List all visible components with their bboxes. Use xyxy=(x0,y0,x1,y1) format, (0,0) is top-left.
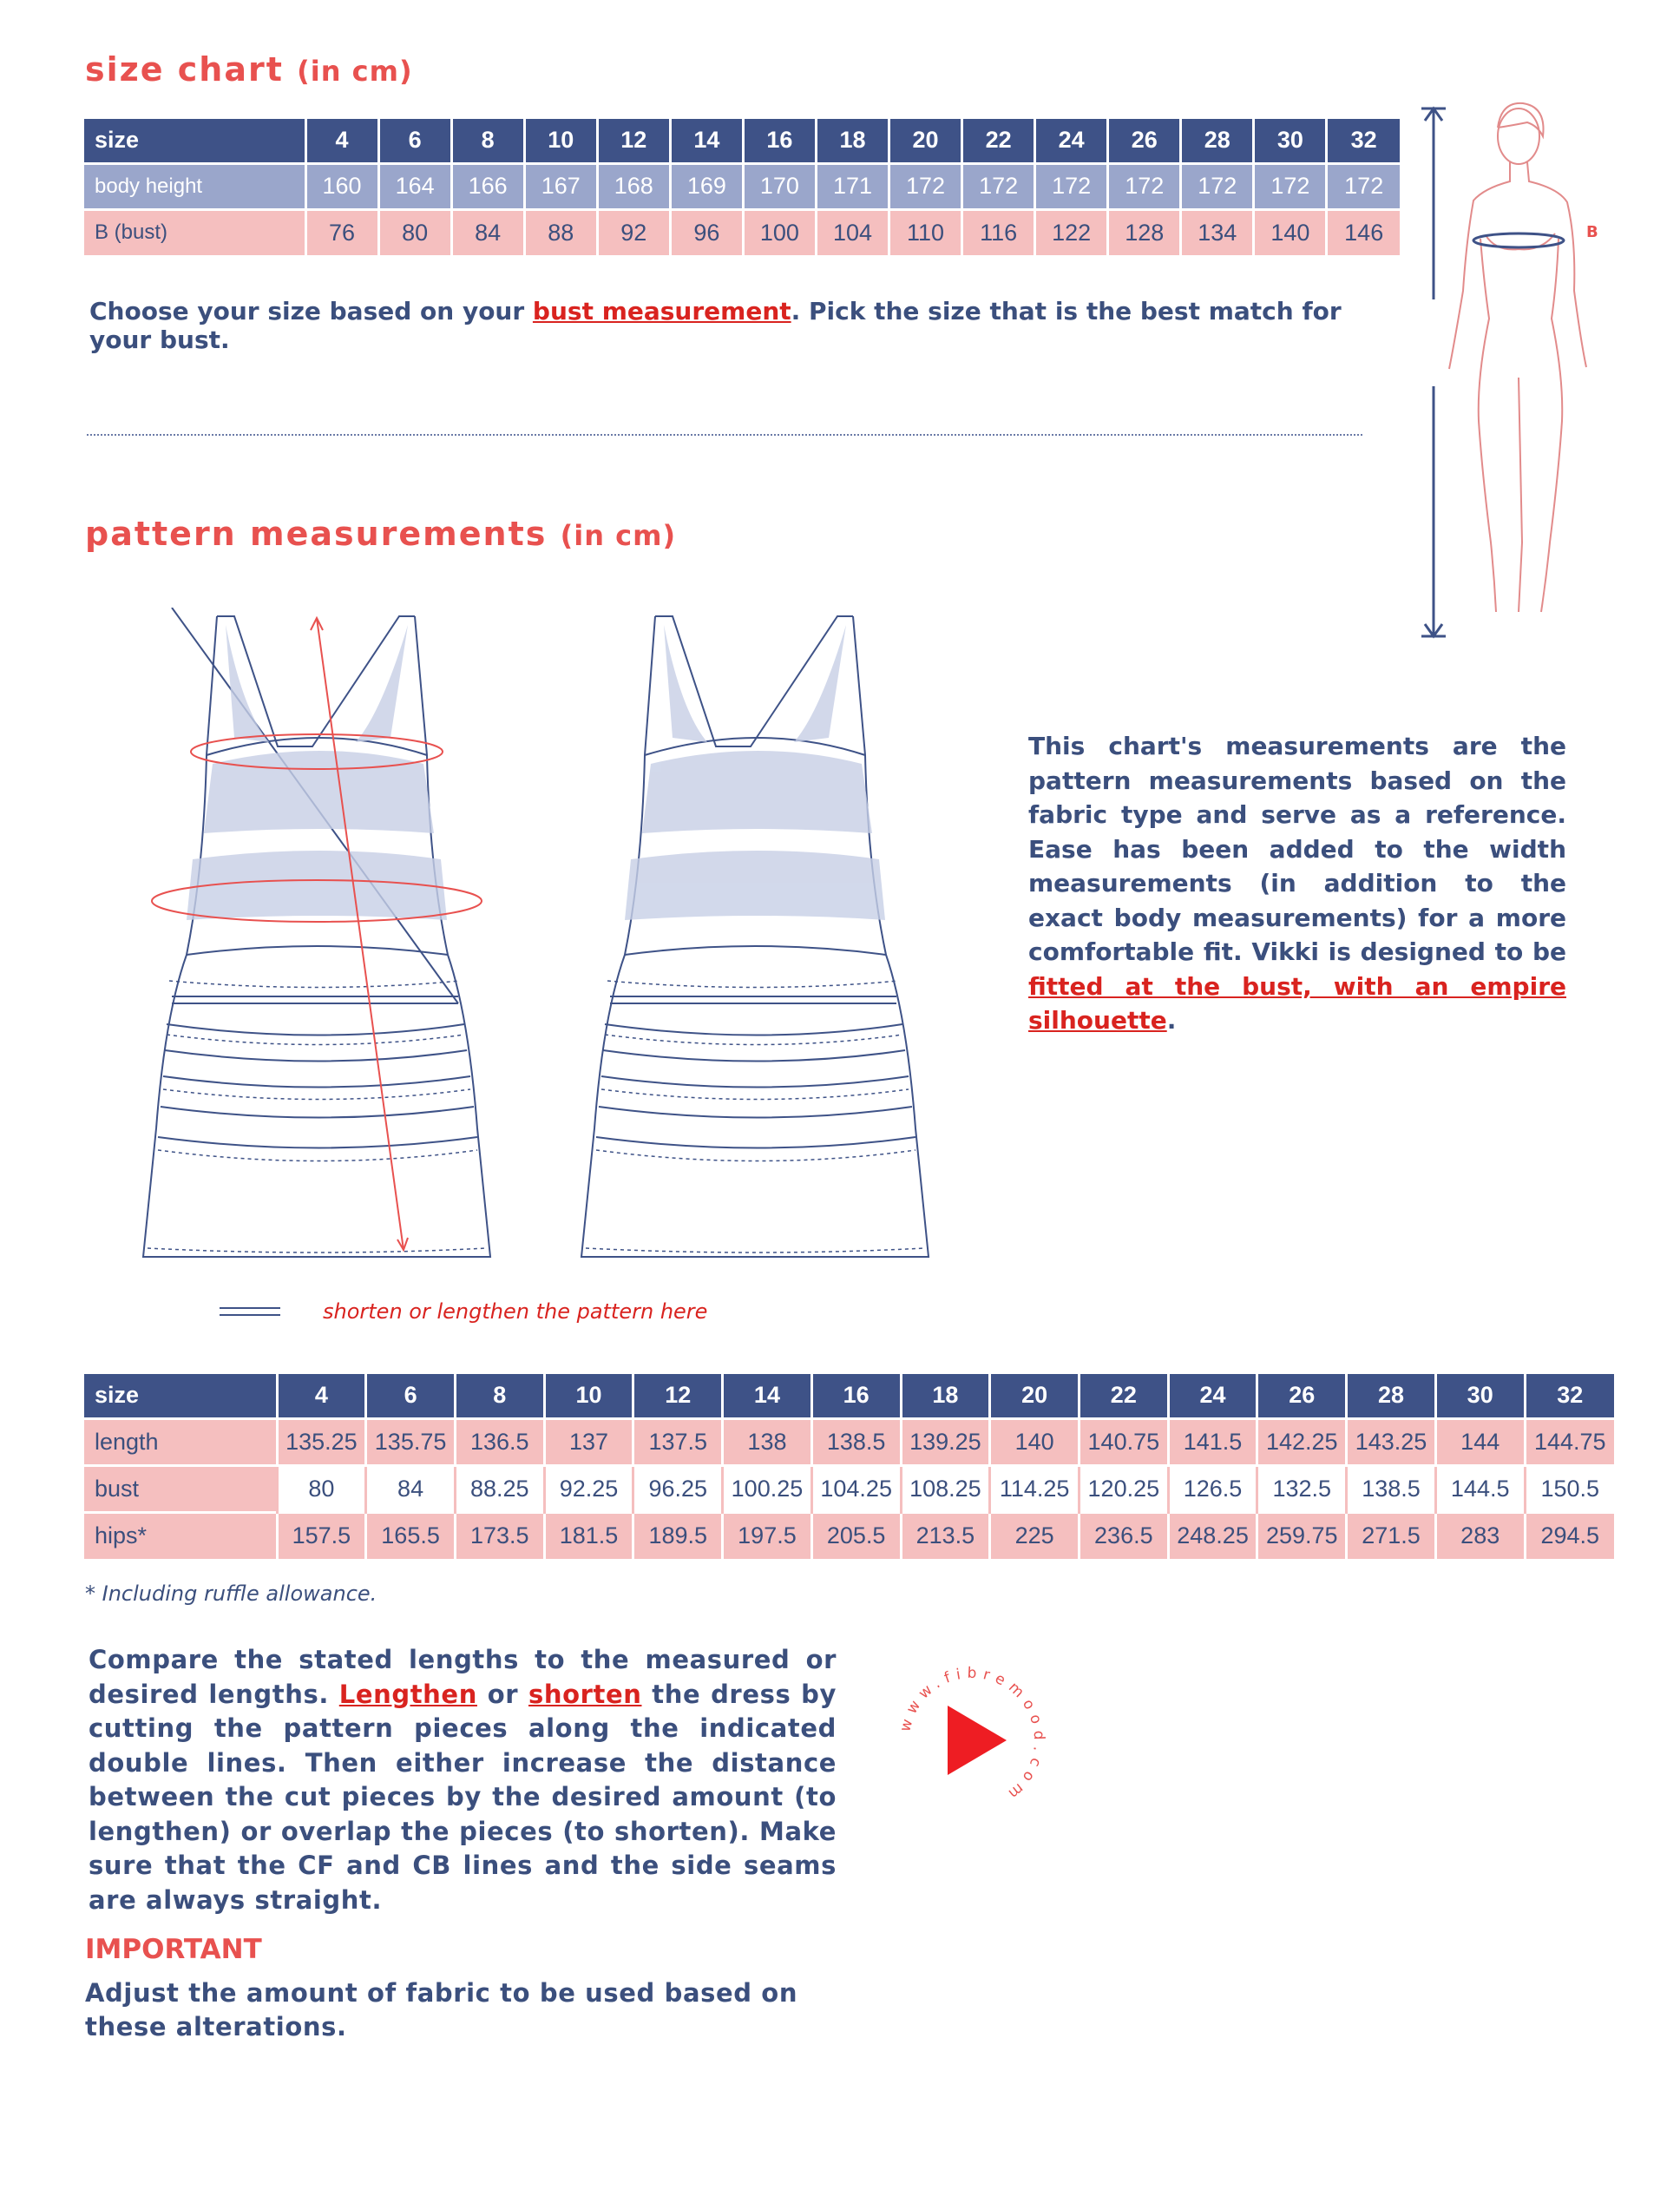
size-header-cell: 12 xyxy=(633,1374,723,1418)
table-cell: 271.5 xyxy=(1347,1512,1436,1559)
table-cell: 138.5 xyxy=(811,1418,901,1465)
size-header-cell: 22 xyxy=(962,119,1035,163)
size-advice-pre: Choose your size based on your xyxy=(89,297,533,325)
table-cell: 108.25 xyxy=(901,1465,990,1512)
table-cell: 248.25 xyxy=(1168,1512,1257,1559)
table-cell: 164 xyxy=(378,163,451,209)
section-divider xyxy=(87,434,1362,436)
lengthen-link[interactable]: Lengthen xyxy=(338,1679,477,1709)
table-cell: 92.25 xyxy=(544,1465,633,1512)
size-header-row xyxy=(84,1374,1614,1418)
size-header-cell: 6 xyxy=(366,1374,456,1418)
size-header-cell: 28 xyxy=(1347,1374,1436,1418)
size-header-cell: 30 xyxy=(1254,119,1327,163)
size-header-cell: 26 xyxy=(1257,1374,1347,1418)
size-header-cell: 32 xyxy=(1327,119,1400,163)
header-size-label: size xyxy=(84,1374,277,1418)
table-cell: 172 xyxy=(889,163,962,209)
pattern-title-text: pattern measurements xyxy=(85,515,548,553)
table-cell: 259.75 xyxy=(1257,1512,1347,1559)
size-header-cell: 12 xyxy=(597,119,670,163)
table-cell: 88.25 xyxy=(455,1465,544,1512)
pattern-measurements-table xyxy=(84,1374,1614,1559)
logo-ring-text: www.fibremood.com xyxy=(896,1664,1048,1806)
table-cell: 143.25 xyxy=(1347,1418,1436,1465)
table-cell: 84 xyxy=(366,1465,456,1512)
size-chart-title xyxy=(85,50,413,89)
size-header-cell: 18 xyxy=(901,1374,990,1418)
size-header-cell: 20 xyxy=(889,119,962,163)
shorten-link[interactable]: shorten xyxy=(528,1679,642,1709)
table-cell: 171 xyxy=(816,163,889,209)
table-cell: 100.25 xyxy=(723,1465,812,1512)
size-header-cell: 28 xyxy=(1181,119,1254,163)
dress-back-illustration-icon xyxy=(534,608,942,1267)
pattern-description xyxy=(1028,729,1566,1038)
table-cell: 283 xyxy=(1435,1512,1525,1559)
table-cell: 144 xyxy=(1435,1418,1525,1465)
table-cell: 197.5 xyxy=(723,1512,812,1559)
ruffle-footnote: * Including ruffle allowance. xyxy=(85,1581,377,1606)
table-cell: 172 xyxy=(1035,163,1108,209)
table-cell: 144.75 xyxy=(1525,1418,1614,1465)
table-cell: 294.5 xyxy=(1525,1512,1614,1559)
size-header-cell: 8 xyxy=(455,1374,544,1418)
alter-text-3: the dress by cutting the pattern pieces along the indicated double lines. Then either increase the distance between the cut pieces by the desired amount (to lengthen) or overlap the pieces (to shorten). Make sure that the CF and CB lines and the side seams are always straight. xyxy=(89,1679,837,1915)
table-cell: 172 xyxy=(1254,163,1327,209)
table-cell: 80 xyxy=(277,1465,366,1512)
table-cell: 96.25 xyxy=(633,1465,723,1512)
size-header-cell: 16 xyxy=(811,1374,901,1418)
table-cell: 116 xyxy=(962,209,1035,255)
table-cell: 172 xyxy=(962,163,1035,209)
row-label: hips* xyxy=(84,1512,277,1559)
table-cell: 138 xyxy=(723,1418,812,1465)
size-header-cell: 16 xyxy=(743,119,816,163)
table-cell: 104 xyxy=(816,209,889,255)
table-cell: 150.5 xyxy=(1525,1465,1614,1512)
table-cell: 140 xyxy=(990,1418,1080,1465)
table-cell: 137 xyxy=(544,1418,633,1465)
row-label: bust xyxy=(84,1465,277,1512)
table-cell: 146 xyxy=(1327,209,1400,255)
size-header-cell: 24 xyxy=(1035,119,1108,163)
table-cell: 168 xyxy=(597,163,670,209)
table-cell: 92 xyxy=(597,209,670,255)
table-cell: 135.75 xyxy=(366,1418,456,1465)
size-chart-title-text: size chart xyxy=(85,50,284,89)
table-cell: 137.5 xyxy=(633,1418,723,1465)
table-cell: 205.5 xyxy=(811,1512,901,1559)
table-cell: 144.5 xyxy=(1435,1465,1525,1512)
header-size-label: size xyxy=(84,119,305,163)
figure-bust-label: B xyxy=(1586,223,1598,241)
alter-text-1: Compare the stated lengths to the measured or desired lengths. xyxy=(89,1645,837,1709)
table-cell: 135.25 xyxy=(277,1418,366,1465)
size-header-cell: 18 xyxy=(816,119,889,163)
table-cell: 142.25 xyxy=(1257,1418,1347,1465)
table-cell: 236.5 xyxy=(1079,1512,1168,1559)
table-cell: 104.25 xyxy=(811,1465,901,1512)
body-figure-icon xyxy=(1388,91,1640,647)
table-cell: 213.5 xyxy=(901,1512,990,1559)
table-cell: 140 xyxy=(1254,209,1327,255)
size-header-cell: 26 xyxy=(1108,119,1181,163)
size-header-cell: 22 xyxy=(1079,1374,1168,1418)
size-advice-post: . Pick the size that is the best match for your bust. xyxy=(89,297,1342,354)
table-cell: 166 xyxy=(451,163,524,209)
table-cell: 139.25 xyxy=(901,1418,990,1465)
row-label: length xyxy=(84,1418,277,1465)
table-cell: 80 xyxy=(378,209,451,255)
table-cell: 122 xyxy=(1035,209,1108,255)
table-cell: 172 xyxy=(1327,163,1400,209)
pattern-unit: (in cm) xyxy=(560,519,677,552)
size-header-cell: 30 xyxy=(1435,1374,1525,1418)
table-cell: 132.5 xyxy=(1257,1465,1347,1512)
size-advice xyxy=(89,297,1408,354)
size-header-cell: 20 xyxy=(990,1374,1080,1418)
table-cell: 170 xyxy=(743,163,816,209)
description-main: This chart's measurements are the pattern measurements based on the fabric type and serve as a reference. Ease has been added to the width measurements (in addition to the exact body measurements) for a more comfortable fit. Vikki is designed to be xyxy=(1028,732,1566,966)
table-row xyxy=(84,163,1400,209)
alter-text-2: or xyxy=(476,1679,528,1709)
size-header-cell: 8 xyxy=(451,119,524,163)
table-cell: 141.5 xyxy=(1168,1418,1257,1465)
double-line-legend-icon xyxy=(220,1307,280,1316)
table-cell: 172 xyxy=(1181,163,1254,209)
table-cell: 100 xyxy=(743,209,816,255)
table-cell: 126.5 xyxy=(1168,1465,1257,1512)
important-heading: IMPORTANT xyxy=(85,1934,262,1965)
empire-silhouette-link[interactable]: fitted at the bust, with an empire silhouette xyxy=(1028,971,1566,1035)
table-cell: 140.75 xyxy=(1079,1418,1168,1465)
table-cell: 138.5 xyxy=(1347,1465,1436,1512)
table-cell: 110 xyxy=(889,209,962,255)
table-cell: 165.5 xyxy=(366,1512,456,1559)
size-header-cell: 4 xyxy=(277,1374,366,1418)
table-row xyxy=(84,1418,1614,1465)
size-header-cell: 14 xyxy=(670,119,743,163)
table-cell: 134 xyxy=(1181,209,1254,255)
table-cell: 173.5 xyxy=(455,1512,544,1559)
size-header-cell: 24 xyxy=(1168,1374,1257,1418)
bust-measurement-link[interactable]: bust measurement xyxy=(532,297,791,325)
size-chart-unit: (in cm) xyxy=(297,55,413,88)
alteration-instructions xyxy=(89,1643,837,1917)
table-row xyxy=(84,1465,1614,1512)
table-cell: 172 xyxy=(1108,163,1181,209)
table-cell: 88 xyxy=(524,209,597,255)
size-header-cell: 10 xyxy=(544,1374,633,1418)
table-cell: 157.5 xyxy=(277,1512,366,1559)
table-cell: 181.5 xyxy=(544,1512,633,1559)
size-header-cell: 6 xyxy=(378,119,451,163)
fibremood-play-logo-icon[interactable] xyxy=(885,1654,1059,1827)
table-cell: 136.5 xyxy=(455,1418,544,1465)
table-cell: 225 xyxy=(990,1512,1080,1559)
size-chart-table xyxy=(84,119,1400,255)
important-text: Adjust the amount of fabric to be used based on these alterations. xyxy=(85,1978,798,2041)
table-row xyxy=(84,1512,1614,1559)
legend-text: shorten or lengthen the pattern here xyxy=(323,1299,708,1324)
size-header-cell: 4 xyxy=(305,119,378,163)
pattern-measurements-title xyxy=(85,515,676,553)
description-end: . xyxy=(1166,1006,1177,1035)
row-label: body height xyxy=(84,163,305,209)
table-cell: 160 xyxy=(305,163,378,209)
row-label: B (bust) xyxy=(84,209,305,255)
size-header-cell: 32 xyxy=(1525,1374,1614,1418)
table-row xyxy=(84,209,1400,255)
table-cell: 96 xyxy=(670,209,743,255)
size-header-cell: 14 xyxy=(723,1374,812,1418)
table-cell: 128 xyxy=(1108,209,1181,255)
table-cell: 114.25 xyxy=(990,1465,1080,1512)
table-cell: 76 xyxy=(305,209,378,255)
table-cell: 167 xyxy=(524,163,597,209)
size-header-cell: 10 xyxy=(524,119,597,163)
dress-front-illustration-icon xyxy=(95,608,503,1267)
table-cell: 169 xyxy=(670,163,743,209)
size-header-row xyxy=(84,119,1400,163)
table-cell: 84 xyxy=(451,209,524,255)
table-cell: 120.25 xyxy=(1079,1465,1168,1512)
table-cell: 189.5 xyxy=(633,1512,723,1559)
